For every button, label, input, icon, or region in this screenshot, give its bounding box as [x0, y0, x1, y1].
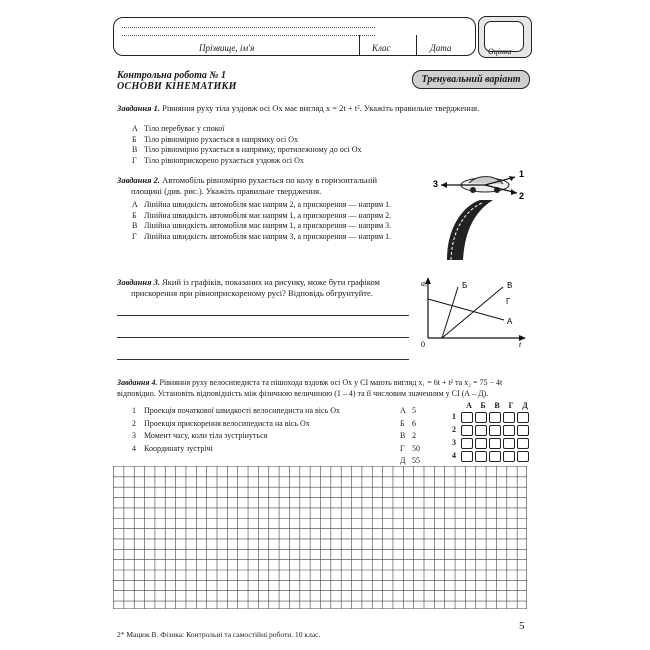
answer-cell[interactable] [503, 451, 515, 462]
dir-1-label: 1 [519, 169, 525, 179]
line-v [442, 287, 503, 338]
task3-statement: Завдання 3. Який із графіків, показаних на рисунку, може бути графіком прискорення при рівноприскореному русі? Відповідь обгрунтуйте. [117, 277, 380, 298]
task2-option: Г Лінійна швидкість автомобіля має напрям 3, а прискорення — напрям 1. [132, 231, 392, 241]
separator [359, 35, 360, 55]
answer-line[interactable] [117, 315, 409, 316]
answer-cell[interactable] [461, 425, 473, 436]
answer-cell[interactable] [489, 451, 501, 462]
footer-citation: 2* Мацюк В. Фізика: Контрольні та самостійні роботи. 10 клас. [117, 630, 321, 639]
dir-3-label: 3 [433, 179, 439, 189]
variant-badge: Тренувальний варіант [412, 70, 530, 89]
name-line [122, 27, 375, 28]
task4-values [400, 405, 420, 468]
task1-text: Рівняння руху тіла уздовж осі Ox має вигляд x = 2t + t². Укажіть правильне твердження. [162, 103, 480, 113]
name-line-2 [122, 35, 375, 36]
task2-option: А Лінійна швидкість автомобіля має напрям 2, а прискорення — напрям 1. [132, 200, 392, 209]
grade-box [478, 16, 532, 58]
task4-item: 2 Проекція прискорення велосипедиста на вісь Ox [132, 418, 310, 428]
dir-2-label: 2 [519, 191, 525, 201]
name-label: Прізвище, ім'я [199, 43, 255, 53]
answer-cell[interactable] [517, 451, 529, 462]
task4-value: Г 50 [400, 443, 420, 453]
task2-label: Завдання 2. [117, 175, 160, 185]
line-b [442, 287, 458, 338]
answer-cell[interactable] [475, 438, 487, 449]
student-info-box [113, 17, 476, 56]
class-label: Клас [372, 43, 391, 53]
answer-cell[interactable] [489, 412, 501, 423]
x-axis-label: t [519, 340, 522, 349]
answer-cell[interactable] [475, 451, 487, 462]
line-g-label: Г [506, 297, 511, 306]
matrix-header: А Б В Г Д [466, 401, 528, 410]
matrix-row: 2 [452, 425, 532, 436]
page-number: 5 [519, 620, 525, 632]
answer-cell[interactable] [475, 425, 487, 436]
task1-option: Г Тіло рівноприскорено рухається уздовж осі Ox [132, 155, 304, 165]
task2-statement: Завдання 2. Автомобіль рівномірно рухається по колу в горизонтальній площині (див. рис.). Укажіть правильне твердження. [117, 175, 378, 196]
task2-option: В Лінійна швидкість автомобіля має напрям 1, а прискорення — напрям 3. [132, 221, 392, 230]
origin-label: 0 [421, 340, 425, 349]
answer-cell[interactable] [475, 412, 487, 423]
task2-option: Б Лінійна швидкість автомобіля має напрям 1, а прискорення — напрям 2. [132, 210, 392, 220]
task4-items [132, 405, 340, 455]
answer-cell[interactable] [461, 412, 473, 423]
answer-cell[interactable] [503, 438, 515, 449]
grade-label: Оцінка [488, 47, 512, 56]
matrix-row: 3 [452, 438, 532, 449]
solution-grid[interactable] [113, 466, 527, 609]
line-a-label: А [507, 317, 513, 326]
date-label: Дата [430, 43, 452, 53]
task1-options [132, 124, 361, 166]
task1-option: А Тіло перебуває у спокої [132, 124, 225, 133]
task4-value: А 5 [400, 406, 416, 415]
answer-cell[interactable] [517, 425, 529, 436]
answer-cell[interactable] [503, 412, 515, 423]
work-title: Контрольна робота № 1 [117, 70, 227, 81]
task4-item: 3 Момент часу, коли тіла зустрінуться [132, 431, 268, 440]
line-b-label: Б [462, 281, 468, 290]
answer-cell[interactable] [517, 412, 529, 423]
line-v-label: В [507, 281, 513, 290]
line-a [428, 299, 504, 320]
matrix-row: 4 [452, 451, 532, 462]
task1-option: В Тіло рівномірно рухається в напрямку, протилежному до осі Ox [132, 145, 362, 154]
separator [416, 35, 417, 55]
answer-line[interactable] [117, 337, 409, 338]
task1-label: Завдання 1. [117, 103, 160, 113]
answer-cell[interactable] [461, 451, 473, 462]
car-figure [425, 165, 530, 265]
task2-options [132, 200, 391, 242]
answer-cell[interactable] [489, 438, 501, 449]
task4-value: Б 6 [400, 418, 416, 428]
task4-item: 1 Проекція початкової швидкості велосипедиста на вісь Ox [132, 406, 340, 415]
task4-statement: Завдання 4. Рівняння руху велосипедиста та пішохода вздовж осі Ox у СІ мають вигляд x₁ = 6t + t² та x₂ = 75 − 4t відповідно. Установіть відповідність між фізичною величиною (1 – 4) та її числовим значенням у СІ (А – Д). [117, 378, 503, 398]
matrix-row: 1 [452, 412, 532, 423]
task4-value: Д 55 [400, 456, 420, 465]
y-axis-label: aₓ [421, 279, 428, 288]
acceleration-graph [418, 275, 530, 350]
road-shape [447, 200, 493, 260]
answer-cell[interactable] [503, 425, 515, 436]
task4-value: В 2 [400, 431, 416, 440]
answer-matrix [452, 401, 532, 462]
task3-label: Завдання 3. [117, 277, 160, 287]
work-topic: ОСНОВИ КІНЕМАТИКИ [117, 81, 237, 92]
task4-label: Завдання 4. [117, 378, 158, 387]
answer-cell[interactable] [461, 438, 473, 449]
task4-item: 4 Координату зустрічі [132, 443, 213, 453]
task1-option: Б Тіло рівномірно рухається в напрямку осі Ox [132, 134, 298, 144]
task1-statement [117, 103, 527, 114]
answer-line[interactable] [117, 359, 409, 360]
answer-cell[interactable] [489, 425, 501, 436]
answer-cell[interactable] [517, 438, 529, 449]
